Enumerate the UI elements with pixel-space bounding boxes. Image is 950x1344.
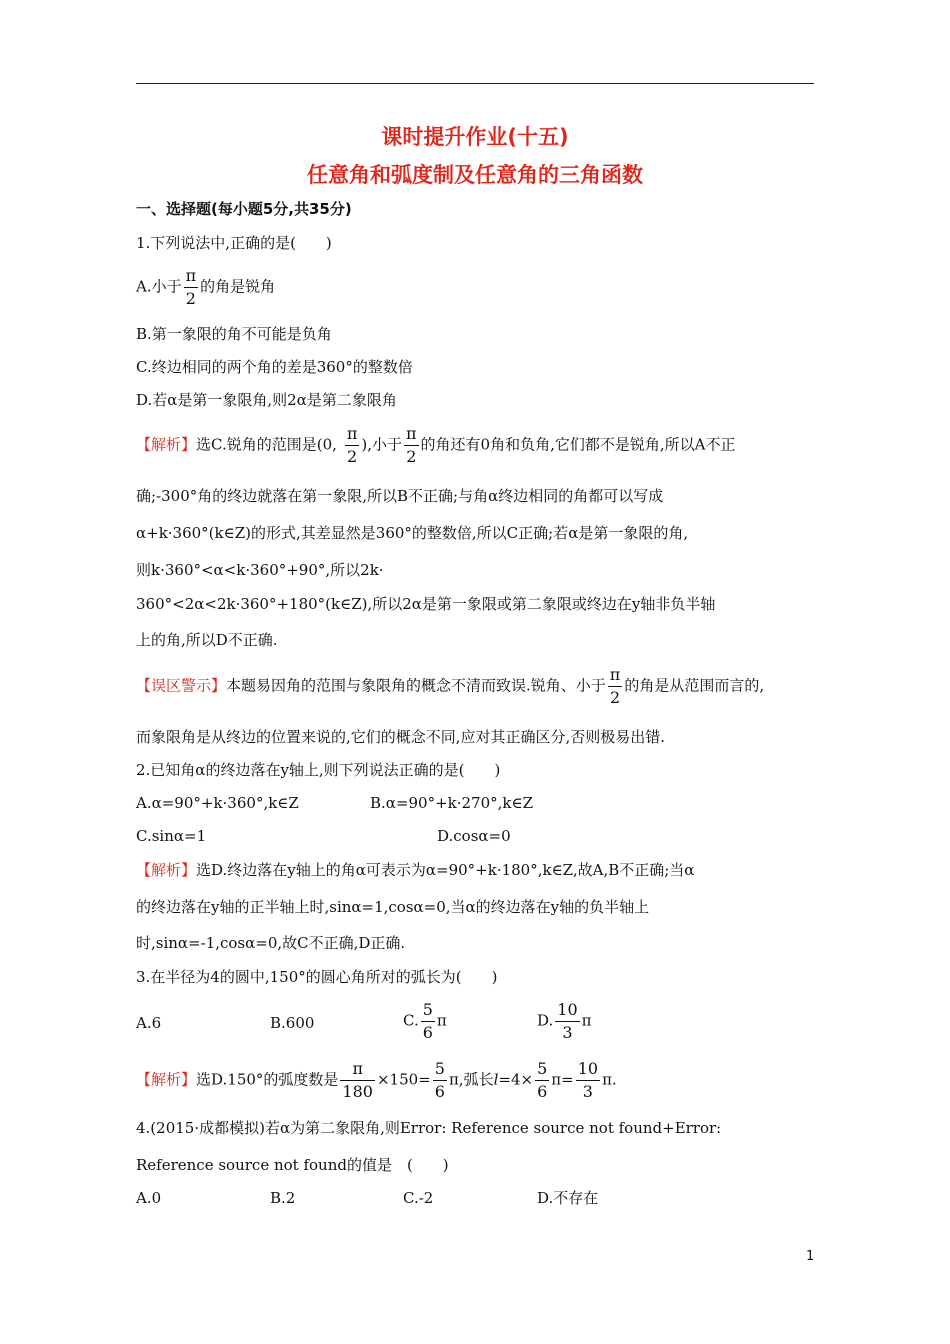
- fraction-den: 6: [537, 1082, 548, 1101]
- q3-option-d-pre: D.: [537, 1011, 554, 1030]
- q2-analysis-line-2: 的终边落在y轴的正半轴上时,sinα=1,cosα=0,当α的终边落在y轴的负半轴上: [136, 898, 650, 916]
- fraction: [433, 1061, 447, 1100]
- q3-option-c: [403, 1002, 447, 1041]
- q4-option-c: C.-2: [403, 1189, 434, 1207]
- title-line-2: 任意角和弧度制及任意角的三角函数: [307, 163, 643, 187]
- fraction: [535, 1061, 549, 1100]
- q1-option-d: D.若α是第一象限角,则2α是第二象限角: [136, 391, 397, 409]
- q1-option-b: B.第一象限的角不可能是负角: [136, 325, 332, 343]
- q1-a1-post: 的角还有0角和负角,它们都不是锐角,所以A不正: [420, 435, 736, 454]
- q2-analysis-line-3: 时,sinα=-1,cosα=0,故C不正确,D正确.: [136, 934, 406, 952]
- q1-w1-pre: 本题易因角的范围与象限角的概念不清而致误.锐角、小于: [226, 676, 606, 695]
- q2-analysis-line-1: [136, 860, 694, 880]
- q2-option-b: B.α=90°+k·270°,k∈Z: [370, 794, 534, 812]
- q3-a-l: l: [493, 1070, 499, 1089]
- q2-option-c: C.sinα=1: [136, 827, 207, 845]
- q3-a-pre: 选D.150°的弧度数是: [196, 1070, 339, 1089]
- q1-option-c: C.终边相同的两个角的差是360°的整数倍: [136, 358, 413, 376]
- q1-analysis-line-1: [136, 426, 735, 465]
- fraction: [608, 667, 623, 706]
- fraction-num: π: [346, 424, 358, 443]
- q1-a1-mid: ),小于: [361, 435, 403, 454]
- q4-stem-line-1: 4.(2015·成都模拟)若α为第二象限角,则Error: Reference source not found+Error:: [136, 1119, 722, 1137]
- q3-a-mid2: π,弧长: [448, 1070, 494, 1089]
- fraction: [421, 1002, 435, 1041]
- q3-option-b: B.600: [270, 1014, 315, 1032]
- fraction: [576, 1061, 600, 1100]
- fraction: [184, 268, 199, 307]
- q2-option-a: A.α=90°+k·360°,k∈Z: [136, 794, 299, 812]
- q4-option-d: D.不存在: [537, 1189, 599, 1207]
- q3-a-mid4: π=: [551, 1070, 574, 1089]
- fraction-num: π: [406, 424, 417, 443]
- q2-a1: 选D.终边落在y轴上的角α可表示为α=90°+k·180°,k∈Z,故A,B不正确;当α: [196, 861, 695, 879]
- q1-stem: 1.下列说法中,正确的是( ): [136, 234, 332, 252]
- fraction-num: 5: [422, 1000, 433, 1019]
- analysis-tag: 【解析】: [136, 861, 197, 879]
- q3-option-a: A.6: [136, 1014, 162, 1032]
- q1-analysis-line-4: 则k·360°<α<k·360°+90°,所以2k·: [136, 561, 384, 579]
- q4-option-a: A.0: [136, 1189, 162, 1207]
- q1-warning-line-2: 而象限角是从终边的位置来说的,它们的概念不同,应对其正确区分,否则极易出错.: [136, 728, 666, 746]
- fraction-den: 6: [422, 1023, 433, 1042]
- fraction-num: π: [609, 665, 621, 684]
- q1-analysis-line-3: α+k·360°(k∈Z)的形式,其差显然是360°的整数倍,所以C正确;若α是第一象限的角,: [136, 524, 689, 542]
- fraction-num: π: [185, 266, 197, 285]
- fraction-num: π: [352, 1059, 363, 1078]
- page-number: 1: [806, 1249, 815, 1264]
- q3-a-mid3: =4×: [498, 1070, 534, 1089]
- fraction-den: 2: [404, 445, 419, 465]
- q1-analysis-line-2: 确;-300°角的终边就落在第一象限,所以B不正确;与角α终边相同的角都可以写成: [136, 487, 664, 505]
- fraction-den: 2: [345, 445, 360, 465]
- fraction: [340, 1061, 375, 1100]
- q1-analysis-line-6: 上的角,所以D不正确.: [136, 631, 278, 649]
- warning-tag: 【误区警示】: [136, 676, 227, 695]
- q4-stem-line-2: Reference source not found的值是 ( ): [136, 1156, 449, 1174]
- fraction-num: 10: [577, 1059, 599, 1078]
- fraction: [404, 426, 419, 465]
- fraction-num: 10: [557, 1000, 578, 1019]
- q1-w1-post: 的角是从范围而言的,: [624, 676, 765, 695]
- q1-a1-pre: 选C.锐角的范围是(0,: [196, 435, 337, 454]
- q1-warning-line-1: [136, 667, 764, 706]
- fraction-den: 2: [184, 287, 199, 307]
- q1-option-a-pre: A.小于: [136, 277, 182, 296]
- q4-option-b: B.2: [270, 1189, 296, 1207]
- fraction-num: 5: [434, 1059, 445, 1078]
- q3-option-c-post: π: [436, 1011, 447, 1030]
- header-rule: [136, 83, 814, 84]
- q3-option-c-pre: C.: [403, 1011, 419, 1030]
- fraction-den: 3: [555, 1021, 579, 1041]
- q3-option-d: [537, 1002, 591, 1041]
- q3-a-mid1: ×150=: [376, 1070, 431, 1089]
- q3-a-post: π.: [602, 1070, 617, 1089]
- fraction: [555, 1002, 579, 1041]
- fraction-num: 5: [537, 1059, 548, 1078]
- q3-option-d-post: π: [581, 1011, 592, 1030]
- q3-analysis: [136, 1061, 617, 1100]
- q3-stem: 3.在半径为4的圆中,150°的圆心角所对的弧长为( ): [136, 968, 498, 986]
- q1-analysis-line-5: 360°<2α<2k·360°+180°(k∈Z),所以2α是第一象限或第二象限或终边在y轴非负半轴: [136, 595, 716, 613]
- fraction-den: 3: [576, 1080, 600, 1100]
- fraction-den: 180: [342, 1082, 373, 1101]
- q1-option-a: [136, 268, 275, 307]
- title-line-1: 课时提升作业(十五): [381, 125, 569, 149]
- q2-stem: 2.已知角α的终边落在y轴上,则下列说法正确的是( ): [136, 761, 501, 779]
- fraction-den: 6: [434, 1082, 445, 1101]
- fraction: [345, 426, 360, 465]
- fraction-den: 2: [608, 686, 623, 706]
- analysis-tag: 【解析】: [136, 435, 197, 454]
- section-heading: 一、选择题(每小题5分,共35分): [136, 200, 352, 218]
- q1-option-a-post: 的角是锐角: [200, 277, 276, 296]
- analysis-tag: 【解析】: [136, 1070, 197, 1089]
- q2-option-d: D.cosα=0: [437, 827, 511, 845]
